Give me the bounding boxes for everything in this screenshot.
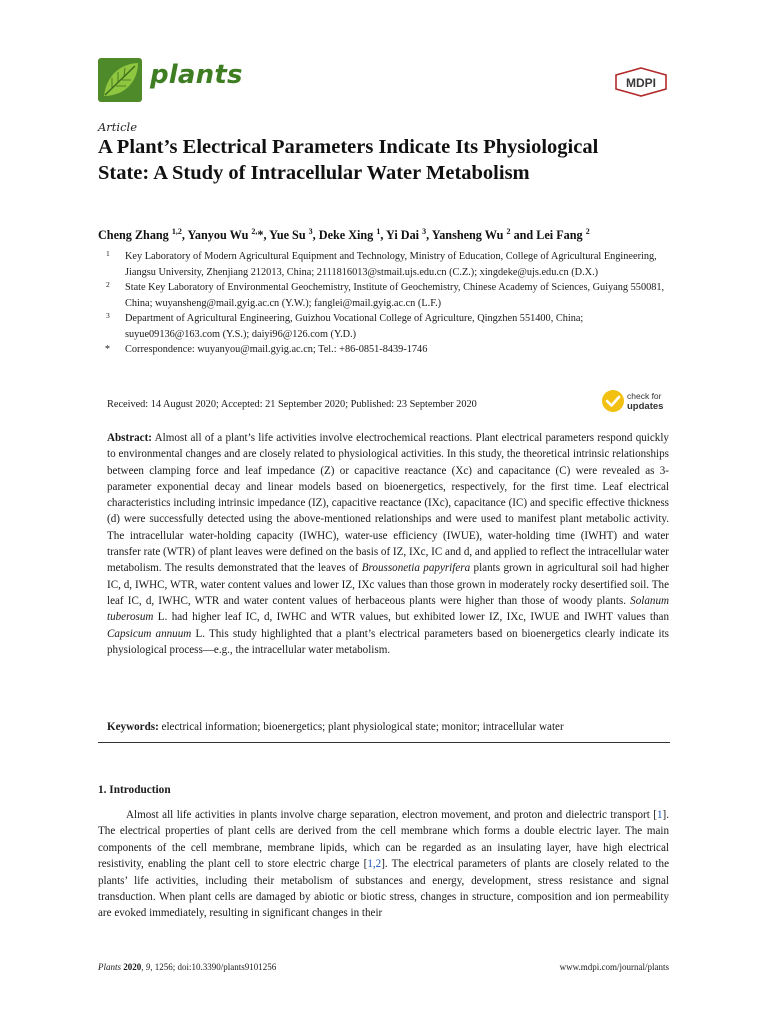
publisher-name: MDPI (626, 76, 656, 90)
affiliation-text: State Key Laboratory of Environmental Geochemistry, Institute of Geochemistry, Chinese Academy of Sciences, Guiyang 550081, China; wuyansheng@mail.gyig.ac.cn (Y.W.); fanglei@mail.gyig.ac.cn (L.F.) (125, 282, 665, 309)
footer-citation: Plants 2020, 9, 1256; doi:10.3390/plants9101256 (98, 962, 277, 972)
introduction-paragraph: Almost all life activities in plants involve charge separation, electron movement, and proton and dielectric transport [1]. The electrical properties of plant cells are derived from the cell membrane which forms a double electric layer. The main components of the cell membrane, membrane lipids, which can be regarded as an insulating layer, have high electrical resistivity, enabling the plant cell to store electric charge [1,2]. The electrical parameters of plants are closely related to the plants’ life activities, including their metabolism of substances and energy, development, stress resistance and signal transduction. When plant cells are damaged by abiotic or biotic stress, changes in structure, composition and ion permeability are evoked immediately, resulting in significant changes in their (98, 809, 669, 920)
author-name[interactable]: Yi Dai (385, 228, 423, 243)
species-name: Capsicum annuum (107, 627, 192, 640)
footer-website-link[interactable]: www.mdpi.com/journal/plants (559, 962, 669, 972)
check-updates-line2: updates (627, 401, 664, 412)
author-list: Cheng Zhang $^{1,2}$, Yanyou Wu $^{2,}$*, Yue Su $^3$, Deke Xing $^1$, Yi Dai $^3$, Yansheng Wu $^2$ and Lei Fang $^2$ (98, 227, 590, 243)
species-name: Solanum tuberosum (107, 594, 669, 624)
article-title: A Plant’s Electrical Parameters Indicate Its Physiological State: A Study of Intracellular Water Metabolism (98, 136, 599, 184)
affiliation-text: Department of Agricultural Engineering, Guizhou Vocational College of Agriculture, Qingzhen 551400, China; suyue09136@163.com (Y.S.); daiyi96@126.com (Y.D.) (125, 313, 584, 340)
check-updates-icon (601, 389, 625, 413)
author-affiliation-mark: 3 (422, 227, 427, 236)
journal-name[interactable]: plants (150, 60, 243, 90)
divider (98, 742, 670, 743)
affiliations (98, 249, 678, 358)
abstract: Abstract: Almost all of a plant’s life activities involve electrochemical reactions. Plant electrical parameters respond quickly to environmental changes and are closely related to physiological activities. In this study, the theoretical intrinsic relationships between clamping force and leaf impedance (Z) or capacitive reactance (Xc) and capacitance (C) were revealed as 3-parameter exponential decay and linear models based on bioenergetics, respectively, for the first time. Leaf electrical characteristics including intrinsic impedance (IZ), capacitive reactance (IXc), capacitance (IC) and specific effective thickness (d) were successfully detected using the above-mentioned relationships and were used to manifest plant metabolic activity. The intracellular water-holding capacity (IWHC), water-use efficiency (IWUE), water-holding time (IWHT) and water transfer rate (WTR) of plant leaves were defined on the basis of IZ, IXc, IC and d, and applied to reflect the intracellular water metabolism. The results demonstrated that the leaves of Broussonetia papyrifera plants grown in agricultural soil had higher IC, d, IWHC, WTR, water content values and lower IZ, IXc values than those grown in moderately rocky desertified soil. The leaf IC, d, IWHC, WTR and water content values of herbaceous plants were higher than those of woody plants. Solanum tuberosum L. had higher leaf IC, d, IWHC and WTR values, but exhibited lower IZ, IXc, IWUE and IWHT values than Capsicum annuum L. This study highlighted that a plant’s electrical parameters based on bioenergetics clearly indicate its physiological process—e.g., the intracellular water metabolism. (107, 432, 670, 656)
check-for-updates-badge[interactable] (601, 389, 671, 415)
mdpi-logo-icon[interactable] (614, 67, 668, 97)
affiliation-3: 3 Department of Agricultural Engineering, Guizhou Vocational College of Agriculture, Qingzhen 551400, China; suyue09136@163.com (Y.S.); daiyi96@126.com (Y.D.) (106, 311, 584, 340)
author-affiliation-mark: 2, (251, 227, 258, 236)
author-affiliation-mark: 1,2 (171, 227, 182, 236)
affiliation-text: Key Laboratory of Modern Agricultural Equipment and Technology, Ministry of Education, College of Agricultural Engineering, Jiangsu University, Zhenjiang 212013, China; 2111816013@stmail.ujs.edu.cn (C.Z.); xingdeke@ujs.edu.cn (D.X.) (125, 251, 657, 278)
author-name[interactable]: Cheng Zhang (98, 228, 172, 243)
correspondence-text: Correspondence: wuyanyou@mail.gyig.ac.cn; Tel.: +86-0851-8439-1746 (125, 344, 428, 355)
keywords-label: Keywords: (107, 721, 159, 733)
check-updates-line1: check for (627, 391, 662, 401)
affiliation-2: 2 State Key Laboratory of Environmental Geochemistry, Institute of Geochemistry, Chinese Academy of Sciences, Guiyang 550081, China; wuyansheng@mail.gyig.ac.cn (Y.W.); fanglei@mail.gyig.ac.cn (L.F.) (106, 280, 665, 309)
author-affiliation-mark: 1 (376, 227, 381, 236)
author-name[interactable]: Lei Fang (536, 228, 586, 243)
affiliation-1: 1 Key Laboratory of Modern Agricultural Equipment and Technology, Ministry of Education, College of Agricultural Engineering, Jiangsu University, Zhenjiang 212013, China; 2111816013@stmail.ujs.edu.cn (C.Z.); xingdeke@ujs.edu.cn (D.X.) (106, 249, 657, 278)
keywords-text: electrical information; bioenergetics; plant physiological state; monitor; intracellular water (161, 721, 564, 733)
correspondence: * Correspondence: wuyanyou@mail.gyig.ac.cn; Tel.: +86-0851-8439-1746 (105, 344, 428, 355)
corresponding-author-mark: * (257, 228, 264, 243)
author-name[interactable]: Yanyou Wu (187, 228, 252, 243)
section-heading: 1. Introduction (98, 784, 171, 796)
author-name[interactable]: Yansheng Wu (431, 228, 507, 243)
keywords (107, 721, 677, 733)
citation-link[interactable]: 1 (656, 809, 663, 821)
author-affiliation-mark: 2 (585, 227, 590, 236)
citation-link[interactable]: 1,2 (367, 858, 382, 871)
author-affiliation-mark: 3 (308, 227, 313, 236)
article-type: Article (98, 120, 138, 134)
species-name: Broussonetia papyrifera (361, 562, 471, 575)
plants-leaf-logo-icon[interactable] (98, 58, 142, 102)
author-name[interactable]: Yue Su (269, 228, 309, 243)
author-name[interactable]: Deke Xing (318, 228, 377, 243)
abstract-label: Abstract: (107, 432, 152, 444)
publication-dates: Received: 14 August 2020; Accepted: 21 September 2020; Published: 23 September 2020 (107, 399, 477, 410)
author-affiliation-mark: 2 (506, 227, 511, 236)
